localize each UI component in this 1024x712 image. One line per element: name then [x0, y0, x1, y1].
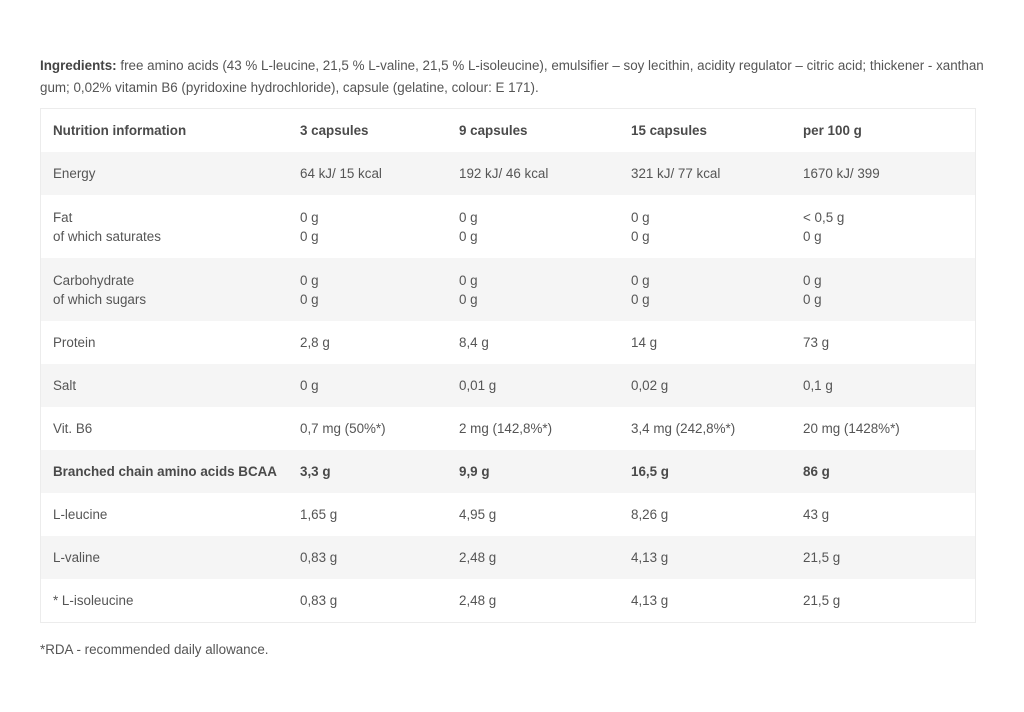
table-row-bcaa	[41, 450, 975, 493]
table-cell: 8,26 g	[631, 507, 669, 522]
table-cell: 4,95 g	[459, 507, 497, 522]
cell-line: < 0,5 g	[803, 209, 845, 225]
table-cell: 3,4 mg (242,8%*)	[631, 421, 736, 436]
cell-line: 0 g	[631, 291, 650, 307]
ingredients-label: Ingredients:	[40, 58, 117, 73]
table-header-row	[41, 109, 975, 152]
table-row-leucine	[41, 493, 975, 536]
cell-line: 0 g	[300, 272, 319, 288]
cell-line: 0 g	[631, 228, 650, 244]
header-cell: 3 capsules	[300, 123, 369, 138]
table-cell: 20 mg (1428%*)	[803, 421, 900, 436]
table-cell: L-valine	[41, 536, 300, 579]
nutrition-table	[40, 108, 976, 623]
table-row-isoleucine	[41, 579, 975, 622]
table-cell	[631, 258, 803, 321]
table-cell: Branched chain amino acids BCAA	[41, 450, 300, 493]
table-cell: 0,02 g	[631, 364, 803, 407]
header-cell: 9 capsules	[459, 123, 528, 138]
table-cell: 1,65 g	[300, 507, 338, 522]
cell-line: 0 g	[300, 291, 319, 307]
cell-line: 0 g	[300, 228, 319, 244]
table-cell: 73 g	[803, 335, 830, 350]
table-cell: 4,13 g	[631, 536, 803, 579]
table-cell: 0,1 g	[803, 364, 975, 407]
cell-line: of which saturates	[53, 228, 161, 244]
table-cell: 2,48 g	[459, 593, 497, 608]
header-cell: 15 capsules	[631, 123, 707, 138]
table-cell: Energy	[41, 152, 300, 195]
cell-line: 0 g	[459, 272, 478, 288]
table-row-valine	[41, 536, 975, 579]
table-cell	[41, 258, 300, 321]
table-cell	[300, 258, 459, 321]
ingredients-paragraph	[40, 55, 985, 99]
header-cell: Nutrition information	[53, 123, 187, 138]
table-cell: 21,5 g	[803, 593, 841, 608]
table-cell: 64 kJ/ 15 kcal	[300, 152, 459, 195]
table-cell: 3,3 g	[300, 450, 459, 493]
cell-line: 0 g	[459, 228, 478, 244]
table-cell	[631, 195, 803, 258]
table-cell: Vit. B6	[53, 421, 93, 436]
table-cell: 4,13 g	[631, 593, 669, 608]
table-cell: 2,48 g	[459, 536, 631, 579]
cell-line: 0 g	[803, 291, 822, 307]
table-cell: 321 kJ/ 77 kcal	[631, 152, 803, 195]
table-cell: 86 g	[803, 450, 975, 493]
table-cell: 2,8 g	[300, 335, 330, 350]
cell-line: Fat	[53, 209, 73, 225]
table-cell: * L-isoleucine	[53, 593, 134, 608]
cell-line: 0 g	[459, 291, 478, 307]
table-cell: 16,5 g	[631, 450, 803, 493]
cell-line: 0 g	[631, 209, 650, 225]
table-cell: 8,4 g	[459, 335, 489, 350]
table-cell	[803, 258, 975, 321]
footnote: *RDA - recommended daily allowance.	[40, 642, 269, 657]
table-cell: 0,83 g	[300, 593, 338, 608]
table-cell: Protein	[53, 335, 96, 350]
table-cell: 0 g	[300, 364, 459, 407]
table-cell: 43 g	[803, 507, 830, 522]
table-cell	[41, 195, 300, 258]
cell-line: Carbohydrate	[53, 272, 135, 288]
table-cell: 0,7 mg (50%*)	[300, 421, 386, 436]
table-cell: 192 kJ/ 46 kcal	[459, 152, 631, 195]
table-cell	[459, 258, 631, 321]
table-row-vitamin-b6	[41, 407, 975, 450]
cell-line: of which sugars	[53, 291, 147, 307]
table-cell: 1670 kJ/ 399	[803, 152, 975, 195]
table-cell: 14 g	[631, 335, 658, 350]
cell-line: 0 g	[459, 209, 478, 225]
table-cell: 9,9 g	[459, 450, 631, 493]
table-row-carbohydrate	[41, 258, 975, 321]
table-cell	[459, 195, 631, 258]
table-cell	[300, 195, 459, 258]
table-row-protein	[41, 321, 975, 364]
table-cell: 21,5 g	[803, 536, 975, 579]
table-row-fat	[41, 195, 975, 258]
cell-line: 0 g	[631, 272, 650, 288]
table-cell: 2 mg (142,8%*)	[459, 421, 553, 436]
table-row-salt	[41, 364, 975, 407]
table-cell	[803, 195, 975, 258]
cell-line: 0 g	[300, 209, 319, 225]
table-cell: 0,83 g	[300, 536, 459, 579]
table-cell: Salt	[41, 364, 300, 407]
cell-line: 0 g	[803, 228, 822, 244]
table-cell: 0,01 g	[459, 364, 631, 407]
ingredients-text: free amino acids (43 % L-leucine, 21,5 % L-valine, 21,5 % L-isoleucine), emulsifier – soy lecithin, acidity regulator – citric acid; thickener - xanthan gum; 0,02% vitamin B6 (pyridoxine hydrochloride), capsule (gelatine, colour: E 171).	[40, 58, 984, 95]
header-cell: per 100 g	[803, 123, 862, 138]
table-row-energy	[41, 152, 975, 195]
table-cell: L-leucine	[53, 507, 108, 522]
cell-line: 0 g	[803, 272, 822, 288]
